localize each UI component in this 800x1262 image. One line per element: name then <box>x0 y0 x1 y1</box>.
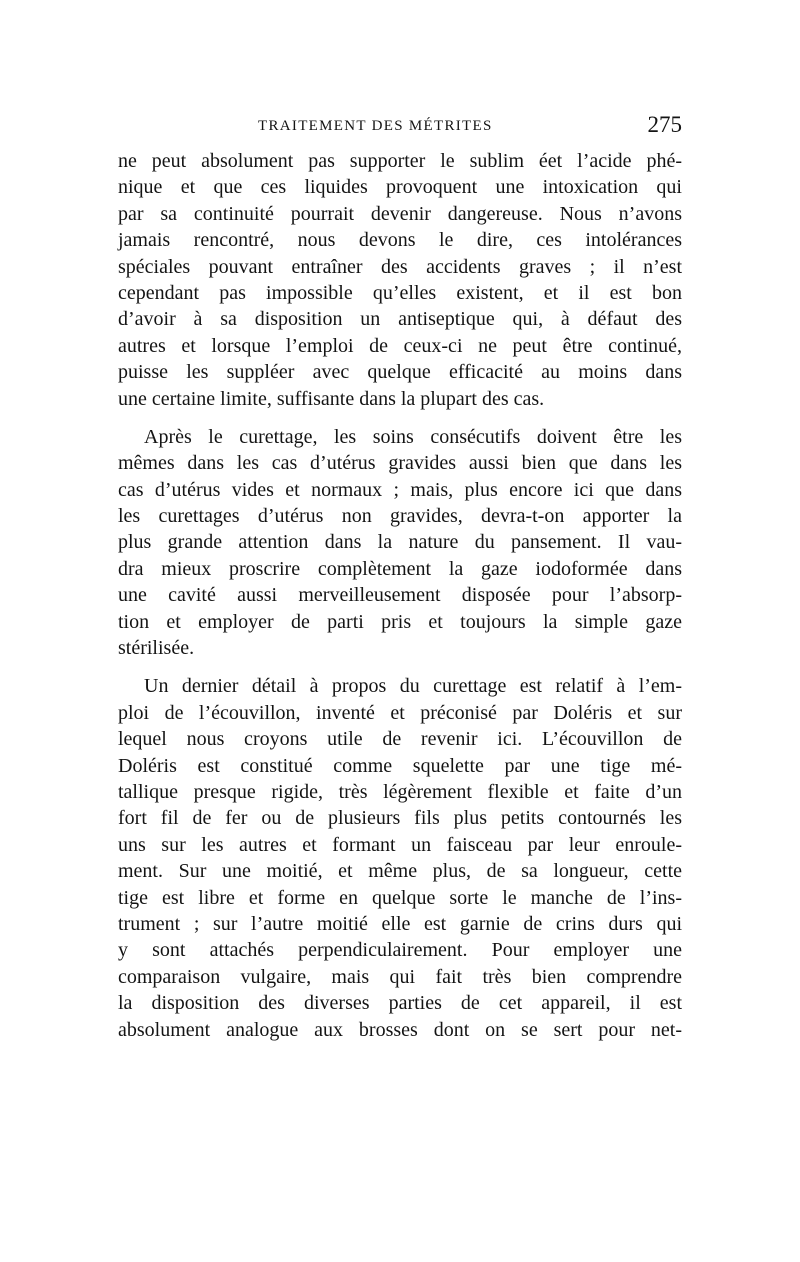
text-line: une cavité aussi merveilleusement disposée pour l’absorp- <box>118 584 682 607</box>
text-line: autres et lorsque l’emploi de ceux-ci ne peut être continué, <box>118 334 682 357</box>
paragraph-3 <box>118 673 682 1042</box>
text-line: par sa continuité pourrait devenir dangereuse. Nous n’avons <box>118 202 682 225</box>
text-line: Un dernier détail à propos du curettage est relatif à l’em- <box>144 675 682 698</box>
text-line: tige est libre et forme en quelque sorte le manche de l’ins- <box>118 886 682 909</box>
text-line: dra mieux proscrire complètement la gaze iodoformée dans <box>118 557 682 580</box>
text-line: uns sur les autres et formant un faisceau par leur enroule- <box>118 833 682 856</box>
body-text <box>118 148 682 1043</box>
text-line: puisse les suppléer avec quelque efficacité au moins dans <box>118 361 682 384</box>
text-line: tallique presque rigide, très légèrement flexible et faite d’un <box>118 780 682 803</box>
text-line: stérilisée. <box>118 637 195 660</box>
page-number: 275 <box>647 112 682 137</box>
text-line: comparaison vulgaire, mais qui fait très bien comprendre <box>118 965 682 988</box>
text-line: plus grande attention dans la nature du pansement. Il vau- <box>118 531 682 554</box>
text-line: spéciales pouvant entraîner des accidents graves ; il n’est <box>118 255 682 278</box>
text-line: mêmes dans les cas d’utérus gravides aussi bien que dans les <box>118 452 682 475</box>
text-line: tion et employer de parti pris et toujours la simple gaze <box>118 610 682 633</box>
text-line: Doléris est constitué comme squelette par une tige mé- <box>118 754 682 777</box>
running-head <box>118 112 682 142</box>
paragraph-2 <box>118 424 682 662</box>
text-line: ment. Sur une moitié, et même plus, de sa longueur, cette <box>118 860 682 883</box>
text-line: fort fil de fer ou de plusieurs fils plus petits contournés les <box>118 807 682 830</box>
running-title: TRAITEMENT DES MÉTRITES <box>258 118 493 134</box>
text-line: ne peut absolument pas supporter le sublim éet l’acide phé- <box>118 150 682 172</box>
text-line: les curettages d’utérus non gravides, devra-t-on apporter la <box>118 505 682 528</box>
text-line: lequel nous croyons utile de revenir ici. L’écouvillon de <box>118 728 682 751</box>
text-line: cependant pas impossible qu’elles existent, et il est bon <box>118 281 682 304</box>
text-line: ploi de l’écouvillon, inventé et préconisé par Doléris et sur <box>118 701 682 724</box>
text-line: nique et que ces liquides provoquent une intoxication qui <box>118 176 682 199</box>
paragraph-1 <box>118 148 682 412</box>
text-line: jamais rencontré, nous devons le dire, ces intolérances <box>118 229 682 252</box>
text-line: d’avoir à sa disposition un antiseptique qui, à défaut des <box>118 308 682 331</box>
text-line: la disposition des diverses parties de cet appareil, il est <box>118 992 682 1015</box>
text-line: absolument analogue aux brosses dont on se sert pour net- <box>118 1018 682 1041</box>
text-line: cas d’utérus vides et normaux ; mais, plus encore ici que dans <box>118 478 682 501</box>
text-line: y sont attachés perpendiculairement. Pour employer une <box>118 939 682 962</box>
text-line: trument ; sur l’autre moitié elle est garnie de crins durs qui <box>118 912 682 935</box>
text-line: Après le curettage, les soins consécutifs doivent être les <box>144 425 682 448</box>
text-line: une certaine limite, suffisante dans la plupart des cas. <box>118 387 545 410</box>
